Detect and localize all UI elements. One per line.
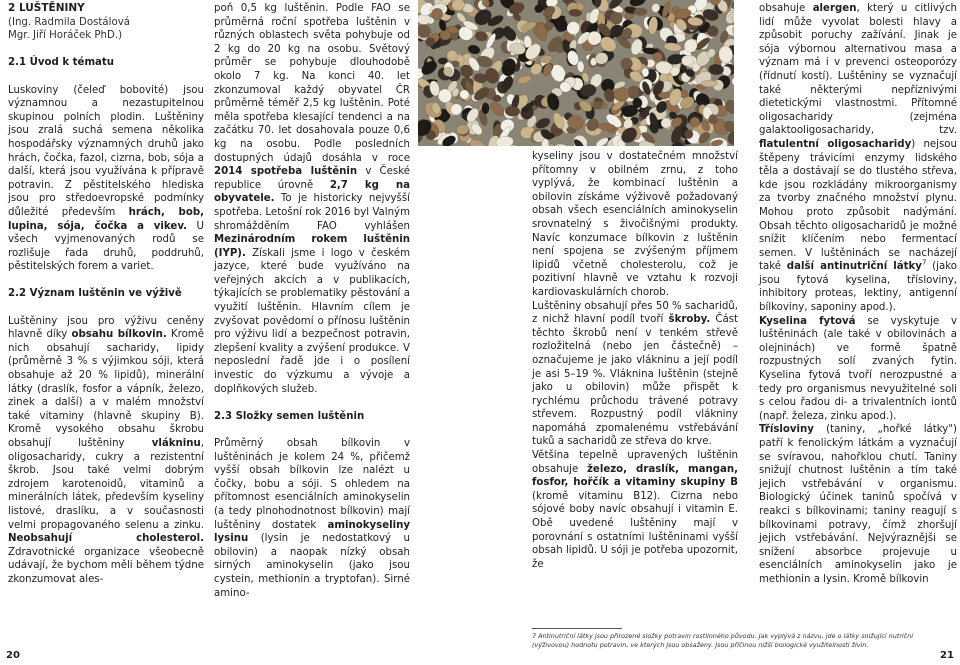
page-number-right: 21 [940,650,954,661]
tannins-paragraph: Třísloviny (taniny, „hořké látky") patří k fenolickým látkám a vyznačují se svíravou, nahořklou chutí. Taniny snižují chutnost luštěnin a tím také jejich vstřebávání v organismu. Biologický účinek taninů spočívá v reakci s bílkovinami; taniny reagují s bílkovinami potravy, čímž zhoršují jejich vstřebávání. Nejvýraznějši se snížení absorbce projevuje u esenciálních aminokyselin jako je methionin a lysin. Kromě bílkovin [759,424,957,585]
seed-shape [516,74,532,86]
seed-shape [663,42,682,53]
aminoacid-paragraph: kyseliny jsou v dostatečném množství přítomny v obilném zrnu, z toho vyplývá, že kombinací luštěnin a obilovin získáme výživově požadovaný obsah všech esenciálních aminokyselin srovnatelný s živočišnými produkty. Navíc konzumace bílkovin z luštěnin není spojena se zvýšeným příjmem lipidů včetně cholesterolu, což je pozitivní hlavně ve vztahu k rozvoji kardiovaskulárních chorob. [532,151,738,298]
seeds-image [418,0,734,146]
page-number-left: 20 [6,650,20,661]
minerals-paragraph: Většina tepelně upravených luštěnin obsahuje železo, draslík, mangan, fosfor, hořčík a vitaminy skupiny B (kromě vitaminu B12). Cizrna nebo sójové boby navíc obsahují i vitamin E. Obě uvedené luštěniny mají v porovnání s ostatními luštěninami vyšší obsah lipidů. U sóji je potřeba upozornit, že [532,450,738,570]
seed-shape [482,103,489,114]
seed-shape [554,143,570,146]
footnote: 7 Antinutriční látky jsou přirozené složky potravin rostlinného původu. Jak vyplývá z názvu, jde o látky snižující nutriční (výživovou) hodnotu potravin, ve kterých jsou obsaženy. Jsou příčinou nižší biologické využitelnosti živin. [532,632,914,649]
author-line-1: (Ing. Radmila Dostálová [8,16,130,28]
starch-paragraph: Luštěniny obsahují přes 50 % sacharidů, z nichž hlavní podíl tvoří škroby. Část těchto škrobů není v tenkém střevě rozložitelná (nebo jen částečně) – označujeme je jako vlákninu a její podíl je asi 5–19 %. Vláknina luštěnin (stejně jako u obilovin) může přispět k rychlému průchodu trávené potravy střevem. Rozpustný podíl vlákniny napomáhá zpomalenému vstřebávání tuků a sacharidů ze střeva do krve. [532,300,738,448]
allergen-paragraph: obsahuje alergen, který u citlivých lidí může vyvolat bolesti hlavy a způsobit poruchy zažívání. Jinak je sója výbornou alternativou masa a význam má i v prevenci osteoporózy (řídnutí kostí). Luštěniny se vyznačují také některými nepříznivými dietetickými vlastnostmi. Přítomné oligosacharidy (zejména galaktooligosacharidy, tzv. flatulentní oligosacharidy) nejsou štěpeny trávicími enzymy lidského těla a dostávají se do tlustého střeva, kde jsou rozkládány mikroorganismy za tvorby značného množství plynu. Mohou proto způsobit nadýmání. Obsah těchto oligosacharidů je možné snížit klíčením nebo fermentací semen. V luštěninách se nacházejí také další antinutriční látky$^7$ (jako jsou fytová kyselina, třísloviny, inhibitory proteas, lektiny, antigenní bílkoviny, saponiny apod.). [759,3,957,314]
author-line-2: Mgr. Jiří Horáček PhD.) [8,30,123,42]
seed-shape [732,77,734,86]
seed-shape [642,68,649,77]
seed-shape [534,116,551,130]
seed-shape [488,100,507,118]
section-2-1-heading: 2.1 Úvod k tématu [8,57,115,69]
footnote-rule [532,628,622,629]
legume-seeds-photo [418,0,734,146]
seed-shape [634,8,648,15]
section-2-2-heading: 2.2 Význam luštěnin ve výživě [8,288,182,300]
nutrition-paragraph: Luštěniny jsou pro výživu ceněny hlavně díky obsahu bílkovin. Kromě nich obsahují sacharidy, lipidy (průměrně 3 % s výjimkou sóji, která obsahuje až 20 % lipidů), minerální látky (draslík, fosfor a vápník, železo, zinek a další) a v malém množství také vitaminy (hlavně skupiny B). Kromě vysokého obsahu škrobu obsahují luštěniny vlákninu, oligosacharidy, cukry a rezistentní škrob. Jsou také velmi dobrým zdrojem karotenoidů, vitaminů a minerálních látek, především kyseliny listové, draslíku, a v současnosti velmi propagovaného selenu a zinku. Neobsahují cholesterol. Zdravotnické organizace všeobecně udávají, že bychom měli během týdne zkonzumovat ales- [8,315,204,585]
column-4 [759,2,957,587]
phytic-acid-paragraph: Kyselina fytová se vyskytuje v luštěninách (ale také v obilovinách a olejninách) ve formě špatně rozpustných solí zvaných fytin. Kyselina fytová tvoří nerozpustné a tedy pro organismus nevyužitelné soli s celou řadou di- a trivalentních iontů (např. železa, zinku apod.). [759,315,957,422]
consumption-paragraph: poň 0,5 kg luštěnin. Podle FAO se průměrná roční spotřeba luštěnin v různých oblastech světa pohybuje od 2 kg do 20 kg na osobu. Světový průměr se pohybuje dlouhodobě okolo 7 kg. Na konci 40. let zkonzumoval každý obyvatel ČR průměrně téměř 2,5 kg luštěnin. Poté měla spotřeba klesající tendenci a na začátku 70. let dosahovala pouze 0,6 kg na osobu. Podle posledních dostupných údajů dosáhla v roce 2014 spotřeba luštěnin v České republice úrovně 2,7 kg na obyvatele. To je historicky nejvyšší spotřeba. Letošní rok 2016 byl Valným shromážděním FAO vyhlášen Mezinárodním rokem luštěnin (IYP). Získali jsme i logo v českém jazyce, které bude využíváno na veřejných akcích a v publikacích, týkajících se problematiky pěstování a využití luštěnin. Hlavním cílem je zvyšovat povědomí o přínosu luštěnin pro výživu lidí a bezpečnost potravin, zlepšení kvality a zvýšení produkce. V neposlední řadě jde i o posílení investic do výzkumu a vývoje a doplňkových služeb. [214,3,411,395]
column-3 [532,150,738,571]
composition-paragraph: Průměrný obsah bílkovin v luštěninách je kolem 24 %, přičemž vyšší obsah bílkovin lze nalézt u čočky, bobu a sóji. S ohledem na přítomnost esenciálních aminokyselin (a tedy plnohodnotnost bílkovin) mají luštěniny dostatek aminokyseliny lysinu (lysin je nedostatkový u obilovin) a naopak nízký obsah sirných aminokyselin (jako jsou cystein, methionin a tryptofan). Sirné amino- [214,438,410,599]
column-2 [214,2,410,600]
column-1 [8,2,204,587]
intro-paragraph: Luskoviny (čeleď bobovité) jsou významnou a nezastupitelnou skupinou polních plodin. Luštěniny jsou zralá suchá semena několika hospodářsky významných druhů jako hrách, čočka, fazol, cizrna, bob, sója a další, která jsou využívána k přípravě potravin. Z pěstitelského hlediska jsou pro středoevropské podmínky důležité především hrách, bob, lupina, sója, čočka a vikev. U všech vyjmenovaných rodů se rozlišuje řada druhů, poddruhů, pěstitelských forem a variet. [8,84,204,273]
section-2-3-heading: 2.3 Složky semen luštěnin [214,410,365,422]
footnote-ref: 7 [921,258,927,267]
chapter-heading: 2 LUŠTĚNINY [8,2,85,14]
